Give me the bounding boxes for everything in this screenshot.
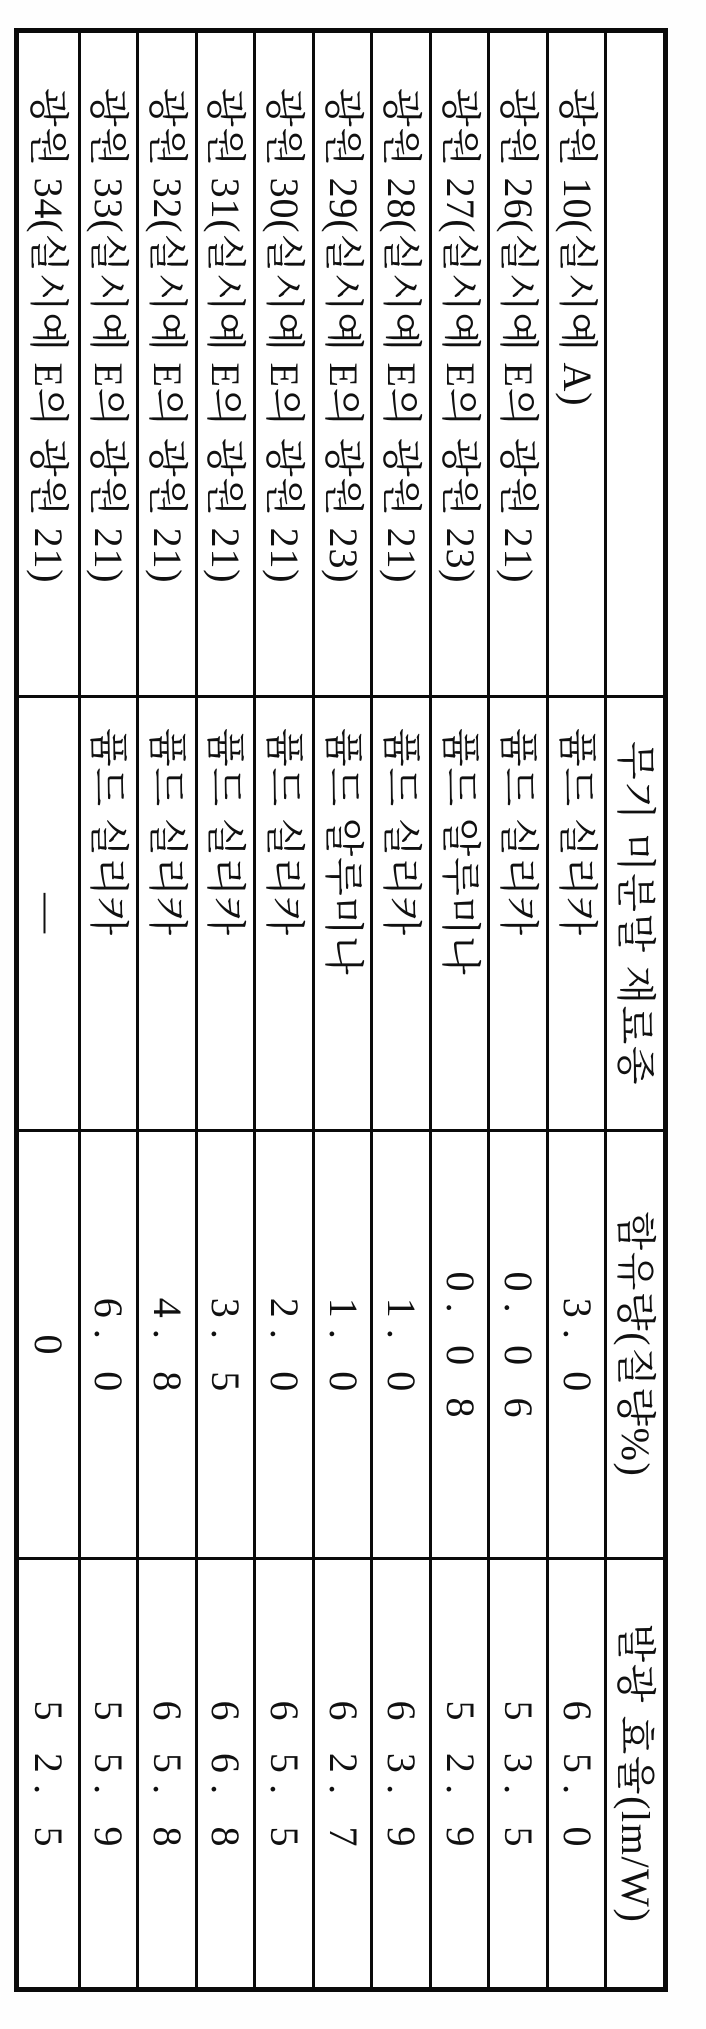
material-cell: 퓸드 알루미나 bbox=[312, 698, 371, 1132]
content-cell: 3. 5 bbox=[195, 1132, 254, 1560]
material-cell: 퓸드 실리카 bbox=[487, 698, 546, 1132]
efficiency-cell: 5 2. 5 bbox=[26, 1700, 72, 1858]
row-label-cell: 광원 34(실시예 E의 광원 21) bbox=[19, 33, 78, 698]
row-label-cell: 광원 32(실시예 E의 광원 21) bbox=[136, 33, 195, 698]
content-cell: 1. 0 bbox=[370, 1132, 429, 1560]
efficiency-cell: 6 6. 8 bbox=[195, 1560, 254, 1987]
content-cell: 4. 8 bbox=[136, 1132, 195, 1560]
efficiency-cell: 5 2. 9 bbox=[429, 1560, 488, 1987]
content-cell: 1. 0 bbox=[312, 1132, 371, 1560]
content-cell: 0 bbox=[19, 1132, 78, 1560]
row-label-cell: 광원 26(실시예 E의 광원 21) bbox=[487, 33, 546, 698]
efficiency-cell: 5 3. 5 bbox=[487, 1560, 546, 1987]
row-label-cell: 광원 31(실시예 E의 광원 21) bbox=[195, 33, 254, 698]
row-label-cell: 광원 33(실시예 E의 광원 21) bbox=[78, 33, 137, 698]
material-cell: — bbox=[19, 698, 78, 1132]
efficiency-cell: 5 5. 9 bbox=[78, 1560, 137, 1987]
row-label-cell: 광원 10(실시예 A) bbox=[546, 33, 605, 698]
efficiency-column-header: 발광 효율(lm/W) bbox=[604, 1560, 663, 1987]
content-column-header: 함유량(질량%) bbox=[604, 1132, 663, 1560]
content-cell: 0. 0 6 bbox=[487, 1132, 546, 1560]
material-cell: 퓸드 알루미나 bbox=[429, 698, 488, 1132]
content-cell: 3. 0 bbox=[546, 1132, 605, 1560]
material-cell: 퓸드 실리카 bbox=[195, 698, 254, 1132]
material-cell: 퓸드 실리카 bbox=[370, 698, 429, 1132]
content-cell: 0. 0 8 bbox=[429, 1132, 488, 1560]
material-cell: 퓸드 실리카 bbox=[136, 698, 195, 1132]
material-cell: 퓸드 실리카 bbox=[78, 698, 137, 1132]
row-label-cell: 광원 29(실시예 E의 광원 23) bbox=[312, 33, 371, 698]
empty-header-cell bbox=[604, 33, 663, 698]
efficiency-cell: 6 2. 7 bbox=[312, 1560, 371, 1987]
content-cell: 2. 0 bbox=[253, 1132, 312, 1560]
efficiency-cell: 6 5. 5 bbox=[253, 1560, 312, 1987]
efficiency-cell: 6 5. 0 bbox=[546, 1560, 605, 1987]
material-cell: 퓸드 실리카 bbox=[546, 698, 605, 1132]
efficiency-cell: 6 3. 9 bbox=[370, 1560, 429, 1987]
content-cell: 6. 0 bbox=[78, 1132, 137, 1560]
material-cell: 퓸드 실리카 bbox=[253, 698, 312, 1132]
patent-data-table bbox=[14, 28, 668, 1992]
efficiency-cell: 6 5. 8 bbox=[136, 1560, 195, 1987]
row-label-cell: 광원 28(실시예 E의 광원 21) bbox=[370, 33, 429, 698]
row-label-cell: 광원 30(실시예 E의 광원 21) bbox=[253, 33, 312, 698]
material-column-header: 무기 미분말 재료종 bbox=[604, 698, 663, 1132]
row-label-cell: 광원 27(실시예 E의 광원 23) bbox=[429, 33, 488, 698]
